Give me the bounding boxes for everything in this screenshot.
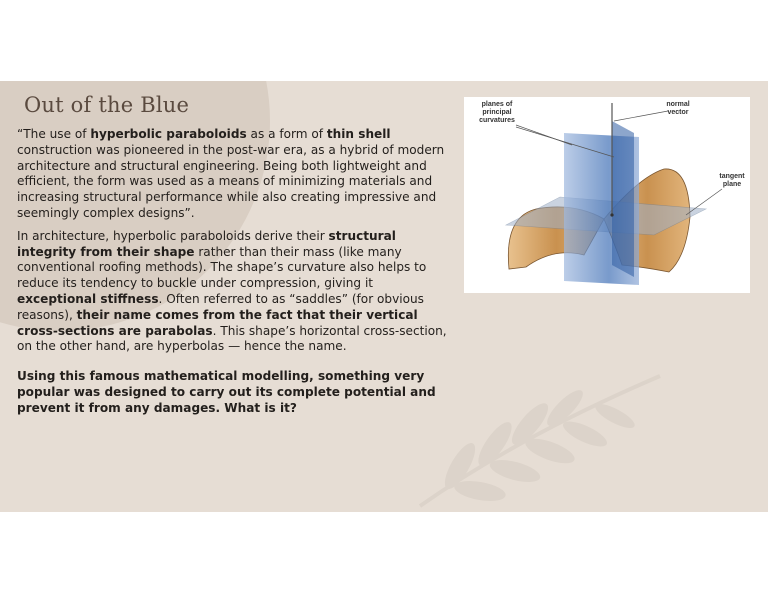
text-run: In architecture, hyperbolic paraboloids derive their: [17, 228, 329, 243]
text-run: . This shape’s horizontal cross-section, on the other hand, are hyperbolas — hence the name.: [17, 323, 447, 354]
text-run-bold: their name comes from the fact that their vertical cross-sections are parabolas: [17, 307, 418, 338]
text-run: “The use of: [17, 127, 91, 141]
label-planes: planes of principal curvatures: [479, 101, 515, 124]
text-run-bold: hyperbolic paraboloids: [90, 127, 247, 141]
saddle-figure: [464, 97, 750, 293]
principal-plane-back: [612, 121, 634, 277]
text-run: rather than their mass (like many conventional roofing methods). The shape’s curvature also helps to reduce its tendency to buckle under compression, giving it: [17, 244, 427, 291]
saddle-diagram: [464, 97, 750, 293]
text-run: . Often referred to as “saddles” (for obvious reasons),: [17, 291, 424, 322]
label-tangent-plane: tangent plane: [719, 173, 745, 188]
question-text: Using this famous mathematical modelling, something very popular was designed to carry out its complete potential and prevent it from any damages. What is it?: [17, 369, 436, 415]
slide-title: Out of the Blue: [24, 93, 190, 117]
slide: [0, 81, 768, 512]
text-run-bold: thin shell: [326, 127, 391, 141]
text-run-bold: structural integrity from their shape: [17, 228, 396, 259]
paragraph-1: [17, 127, 449, 222]
paragraph-2: [17, 229, 449, 355]
text-run: as a form of: [246, 127, 327, 141]
text-run-bold: exceptional stiffness: [17, 291, 159, 306]
text-run: construction was pioneered in the post-war era, as a hybrid of modern architecture and structural engineering. Being both lightweight and efficient, the form was used as a means of minimizing materials and increasing structural performance while also creating impressive and seemingly complex designs”.: [17, 142, 445, 220]
slide-body: [17, 127, 449, 424]
label-normal-vector: normal vector: [666, 101, 690, 116]
